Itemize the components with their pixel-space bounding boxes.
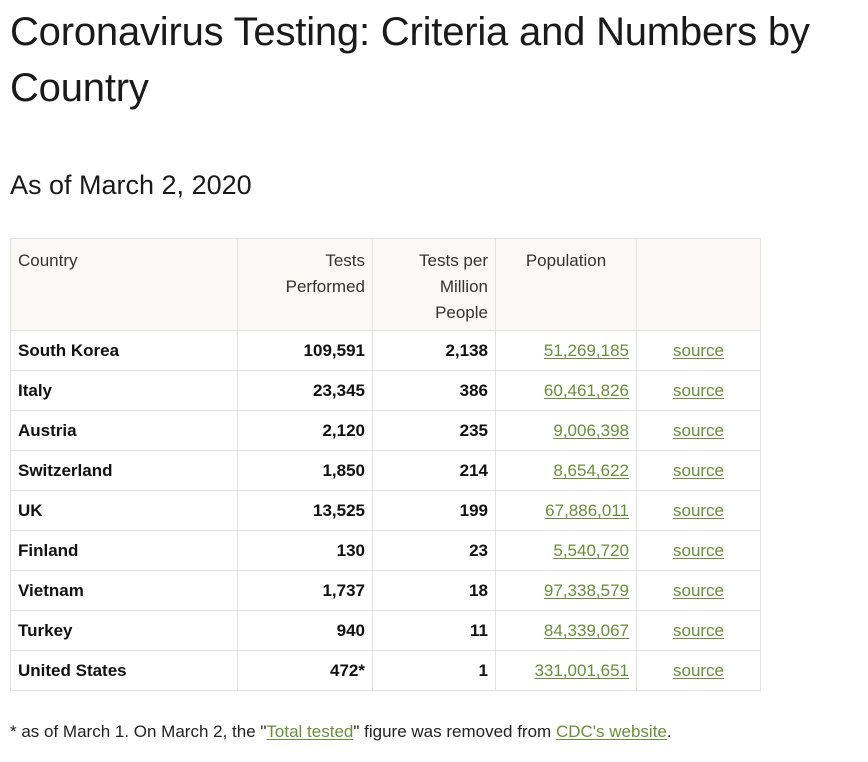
footnote-prefix: * as of March 1. On March 2, the " xyxy=(10,722,267,741)
table-header xyxy=(11,239,761,331)
cell-population xyxy=(496,651,637,691)
source-link[interactable]: source xyxy=(672,421,725,440)
header-row xyxy=(11,239,761,331)
header-tpm-line2: Million xyxy=(439,277,488,296)
cell-country: Switzerland xyxy=(11,451,238,491)
cell-tests-per-million: 1 xyxy=(373,651,496,691)
page-title: Coronavirus Testing: Criteria and Numbers by Country xyxy=(10,10,810,110)
cell-tests-per-million: 11 xyxy=(373,611,496,651)
cell-source xyxy=(637,571,761,611)
cell-source xyxy=(637,531,761,571)
table-row xyxy=(11,331,761,371)
cell-source xyxy=(637,611,761,651)
cdc-website-link[interactable]: CDC's website xyxy=(555,722,667,741)
footnote-suffix: . xyxy=(666,722,672,741)
cell-tests-performed: 2,120 xyxy=(238,411,373,451)
header-source xyxy=(637,239,761,331)
source-link[interactable]: source xyxy=(672,461,725,480)
cell-tests-per-million: 23 xyxy=(373,531,496,571)
source-link[interactable]: source xyxy=(672,541,725,560)
cell-country: Finland xyxy=(11,531,238,571)
population-link[interactable]: 97,338,579 xyxy=(543,581,629,600)
cell-tests-performed: 940 xyxy=(238,611,373,651)
cell-tests-performed: 109,591 xyxy=(238,331,373,371)
cell-source xyxy=(637,491,761,531)
header-tests-line2: Performed xyxy=(285,277,365,296)
cell-country: Italy xyxy=(11,371,238,411)
cell-source xyxy=(637,411,761,451)
table-row xyxy=(11,371,761,411)
cell-population xyxy=(496,451,637,491)
population-link[interactable]: 5,540,720 xyxy=(553,541,629,560)
cell-population xyxy=(496,371,637,411)
table-row xyxy=(11,651,761,691)
testing-table xyxy=(10,238,761,691)
cell-tests-per-million: 386 xyxy=(373,371,496,411)
cell-tests-performed: 13,525 xyxy=(238,491,373,531)
source-link[interactable]: source xyxy=(672,501,725,520)
cell-country: Turkey xyxy=(11,611,238,651)
table-row xyxy=(11,611,761,651)
cell-tests-performed: 130 xyxy=(238,531,373,571)
table-body xyxy=(11,331,761,691)
cell-source xyxy=(637,451,761,491)
header-tpm-line1: Tests per xyxy=(419,251,488,270)
footnote xyxy=(10,720,672,744)
cell-population xyxy=(496,611,637,651)
header-tests-per-million xyxy=(373,239,496,331)
population-link[interactable]: 51,269,185 xyxy=(543,341,629,360)
header-country xyxy=(11,239,238,331)
cell-tests-performed: 472* xyxy=(238,651,373,691)
header-population xyxy=(496,239,637,331)
cell-tests-per-million: 18 xyxy=(373,571,496,611)
total-tested-link[interactable]: Total tested xyxy=(266,722,354,741)
population-link[interactable]: 60,461,826 xyxy=(543,381,629,400)
cell-country: Vietnam xyxy=(11,571,238,611)
footnote-middle: " figure was removed from xyxy=(353,722,556,741)
cell-tests-per-million: 214 xyxy=(373,451,496,491)
cell-tests-performed: 1,737 xyxy=(238,571,373,611)
source-link[interactable]: source xyxy=(672,341,725,360)
cell-source xyxy=(637,331,761,371)
source-link[interactable]: source xyxy=(672,381,725,400)
header-tests-performed xyxy=(238,239,373,331)
cell-tests-per-million: 2,138 xyxy=(373,331,496,371)
page-subtitle: As of March 2, 2020 xyxy=(10,170,252,200)
header-country-label: Country xyxy=(18,251,78,270)
table-row xyxy=(11,451,761,491)
population-link[interactable]: 9,006,398 xyxy=(553,421,629,440)
cell-tests-performed: 23,345 xyxy=(238,371,373,411)
cell-source xyxy=(637,651,761,691)
cell-country: South Korea xyxy=(11,331,238,371)
cell-tests-per-million: 235 xyxy=(373,411,496,451)
header-population-label: Population xyxy=(525,251,607,270)
header-tests-line1: Tests xyxy=(325,251,365,270)
cell-population xyxy=(496,331,637,371)
population-link[interactable]: 8,654,622 xyxy=(553,461,629,480)
cell-source xyxy=(637,371,761,411)
header-tpm-line3: People xyxy=(435,303,488,322)
cell-country: United States xyxy=(11,651,238,691)
population-link[interactable]: 331,001,651 xyxy=(534,661,629,680)
cell-population xyxy=(496,491,637,531)
table-row xyxy=(11,571,761,611)
table-row xyxy=(11,411,761,451)
source-link[interactable]: source xyxy=(672,581,725,600)
cell-country: UK xyxy=(11,491,238,531)
population-link[interactable]: 84,339,067 xyxy=(543,621,629,640)
population-link[interactable]: 67,886,011 xyxy=(545,501,629,520)
source-link[interactable]: source xyxy=(672,661,725,680)
cell-population xyxy=(496,571,637,611)
cell-population xyxy=(496,531,637,571)
table-row xyxy=(11,491,761,531)
cell-tests-per-million: 199 xyxy=(373,491,496,531)
cell-country: Austria xyxy=(11,411,238,451)
cell-tests-performed: 1,850 xyxy=(238,451,373,491)
cell-population xyxy=(496,411,637,451)
source-link[interactable]: source xyxy=(672,621,725,640)
table-row xyxy=(11,531,761,571)
